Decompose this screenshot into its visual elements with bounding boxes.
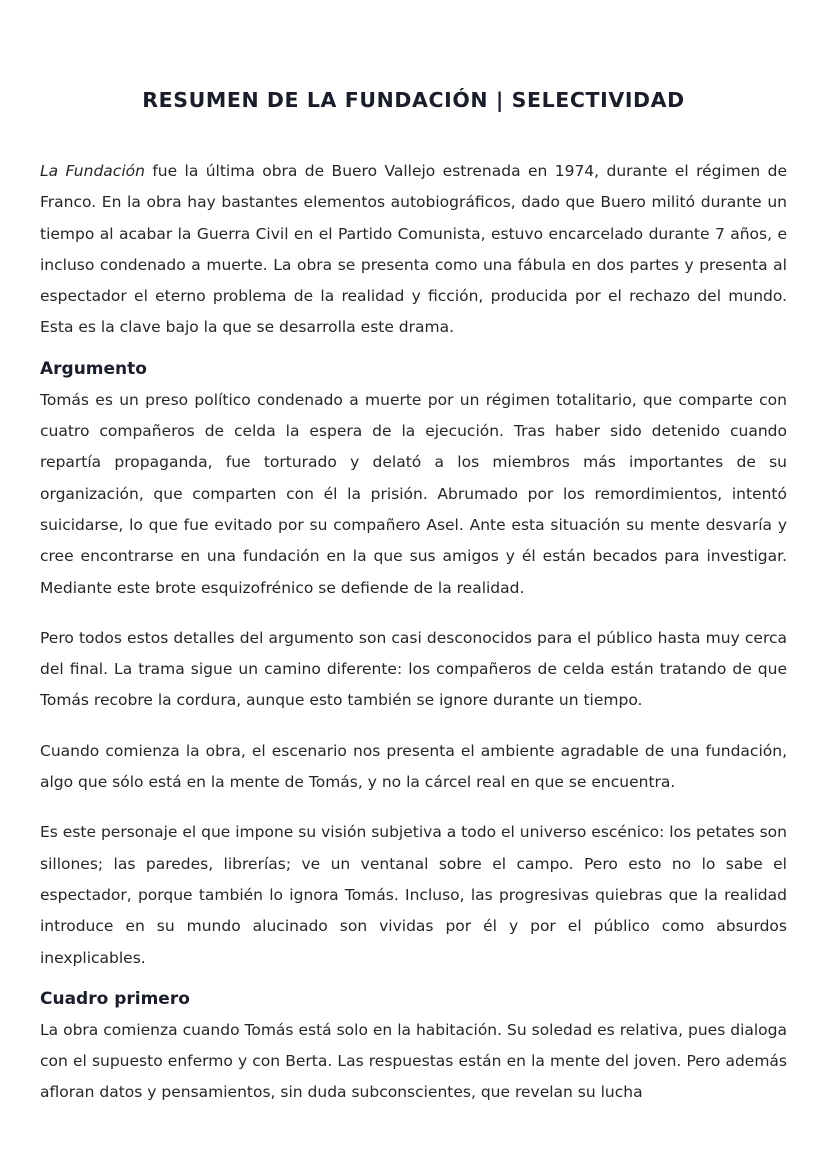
section-heading-argumento: Argumento xyxy=(40,358,147,379)
intro-text: fue la última obra de Buero Vallejo estrenada en 1974, durante el régimen de Franco. En la obra hay bastantes elementos autobiográficos, dado que Buero militó durante un tiempo al acabar la Guerra Civil en el Partido Comunista, estuvo encarcelado durante 7 años, e incluso condenado a muerte. La obra se presenta como una fábula en dos partes y presenta al espectador el eterno problema de la realidad y ficción, producida por el rechazo del mundo. Esta es la clave bajo la que se desarrolla este drama. xyxy=(40,162,788,337)
argumento-paragraph-1: Tomás es un preso político condenado a muerte por un régimen totalitario, que comparte con cuatro compañeros de celda la espera de la ejecución. Tras haber sido detenido cuando repartía propaganda, fue torturado y delató a los miembros más importantes de su organización, que comparten con él la prisión. Abrumado por los remordimientos, intentó suicidarse, lo que fue evitado por su compañero Asel. Ante esta situación su mente desvaría y cree encontrarse en una fundación en la que sus amigos y él están becados para investigar. Mediante este brote esquizofrénico se defiende de la realidad. xyxy=(40,390,787,597)
argumento-paragraph-4: Es este personaje el que impone su visión subjetiva a todo el universo escénico: los petates son sillones; las paredes, librerías; ve un ventanal sobre el campo. Pero esto no lo sabe el espectador, porque también lo ignora Tomás. Incluso, las progresivas quiebras que la realidad introduce en su mundo alucinado son vividas por él y por el público como absurdos inexplicables. xyxy=(40,823,787,967)
intro-work-title: La Fundación xyxy=(40,162,145,180)
argumento-paragraph-2: Pero todos estos detalles del argumento son casi desconocidos para el público hasta muy cerca del final. La trama sigue un camino diferente: los compañeros de celda están tratando de que Tomás recobre la cordura, aunque esto también se ignore durante un tiempo. xyxy=(40,628,787,710)
cuadro-primero-paragraph-1: La obra comienza cuando Tomás está solo en la habitación. Su soledad es relativa, pues dialoga con el supuesto enfermo y con Berta. Las respuestas están en la mente del joven. Pero además afloran datos y pensamientos, sin duda subconscientes, que revelan su lucha xyxy=(40,1020,787,1102)
argumento-paragraph-3: Cuando comienza la obra, el escenario nos presenta el ambiente agradable de una fundación, algo que sólo está en la mente de Tomás, y no la cárcel real en que se encuentra. xyxy=(40,741,787,792)
section-heading-cuadro-primero: Cuadro primero xyxy=(40,988,190,1009)
intro-paragraph xyxy=(40,156,787,344)
page-title: RESUMEN DE LA FUNDACIÓN | SELECTIVIDAD xyxy=(142,88,685,112)
